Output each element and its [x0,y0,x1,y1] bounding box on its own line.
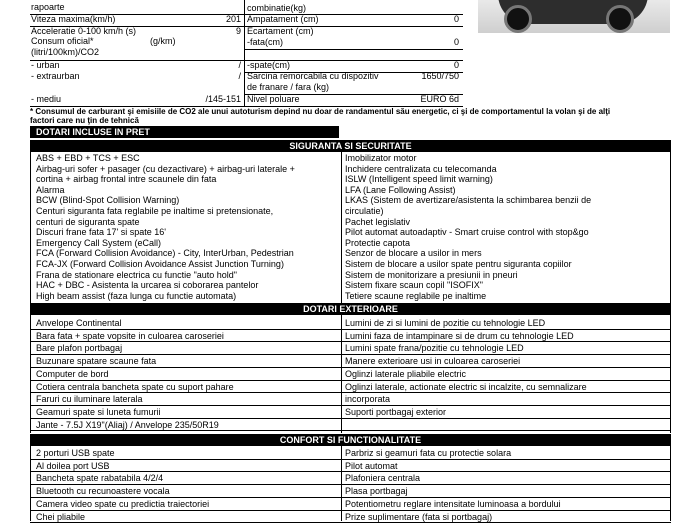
feature-item-right: Oglinzi laterale pliabile electric [345,368,467,379]
feature-item-right: Pachet legislativ [345,216,411,227]
feature-item-left: Al doilea port USB [36,460,110,471]
feature-row-line [30,510,671,511]
spec-left-label: - extraurban [31,71,80,81]
feature-item-left: 2 porturi USB spate [36,448,115,458]
feature-item-right: Manere exterioare usi in culoarea caroseriei [345,356,521,367]
feature-row-line [30,459,671,460]
feature-item-left: Cotiera centrala bancheta spate cu suport pahare [36,381,234,392]
spec-left-label: Consum oficial* [31,36,94,46]
spec-row-line [244,26,463,27]
feature-item-left: Faruri cu iluminare laterala [36,394,143,405]
spec-left-value: / [238,71,241,81]
spec-right-label: de franare / fara (kg) [247,82,330,92]
spec-right-value: 1650/750 [421,71,459,81]
feature-item-right: Lumini faza de intampinare si de drum cu tehnologie LED [345,330,574,341]
feature-item-left: Bluetooth cu recunoastere vocala [36,486,170,497]
feature-item-left: Emergency Call System (eCall) [36,237,162,248]
spec-column-divider [244,0,245,106]
feature-item-left: ABS + EBD + TCS + ESC [36,153,140,163]
section-title: DOTARI EXTERIOARE [30,303,671,315]
feature-row-line [30,471,671,472]
feature-item-left: FCA (Forward Collision Avoidance) - City, InterUrban, Pedestrian [36,248,294,259]
spec-left-label: Acceleratie 0-100 km/h (s) [31,26,137,36]
feature-item-right: Sistem de blocare a usilor spate pentru siguranta copiilor [345,259,572,269]
spec-table [30,0,463,106]
spec-left-value: /145-151 [205,94,241,104]
spec-right-label: -fata(cm) [247,37,283,47]
feature-row-line [30,367,671,368]
car-photo [478,0,670,33]
feature-item-left: Computer de bord [36,368,109,379]
spec-right-label: Ecartament (cm) [247,26,314,36]
spec-left-value: 9 [235,26,241,36]
feature-item-right: Oglinzi laterale, actionate electric si incalzite, cu semnalizare [345,381,587,392]
feature-row-line [30,354,671,355]
section-title: SIGURANTA SI SECURITATE [30,140,671,152]
spec-row-line [244,72,463,73]
feature-item-left: Discuri frane fata 17' si spate 16' [36,227,167,238]
spec-row-line [244,14,463,15]
feature-row-line [30,418,671,419]
feature-item-left: Centuri siguranta fata reglabile pe inaltime si pretensionate, [36,206,274,216]
feature-item-right: Inchidere centralizata cu telecomanda [345,163,497,174]
feature-item-left: Anvelope Continental [36,318,122,328]
feature-item-left: Chei pliabile [36,511,86,522]
spec-right-value: 0 [453,37,459,47]
feature-item-left: Buzunare spatare scaune fata [36,356,157,367]
feature-item-right: Tetiere scaune reglabile pe inaltime [345,290,487,301]
feature-row-line [30,484,671,485]
car-wheel-left [504,5,532,33]
feature-item-left: Airbag-uri sofer + pasager (cu dezactivare) + airbag-uri laterale + [36,163,295,174]
feature-item-left: cortina + airbag frontal intre scaunele din fata [36,174,217,185]
feature-item-left: centuri de siguranta spate [36,216,140,227]
feature-item-right: Protectie capota [345,237,411,248]
spec-row-line [244,49,463,50]
spec-right-label: Sarcina remorcabila cu dispozitiv [247,71,379,81]
feature-item-right: Prize suplimentare (fata si portbagaj) [345,511,493,522]
feature-item-right: Plafoniera centrala [345,473,421,484]
feature-item-right: Potentiometru reglare intensitate luminoasa a bordului [345,498,561,509]
feature-item-right: LFA (Lane Following Assist) [345,184,456,195]
car-wheel-right [606,5,634,33]
spec-right-label: Ampatament (cm) [247,14,319,24]
feature-item-left: FCA-JX (Forward Collision Avoidance Assist Junction Turning) [36,259,284,269]
spec-left-label: - urban [31,60,60,70]
feature-item-right: Lumini de zi si lumini de pozitie cu tehnologie LED [345,318,546,328]
feature-row-line [30,430,671,431]
feature-row-line [30,329,671,330]
feature-item-left: Camera video spate cu predictia traiectoriei [36,498,210,509]
feature-row-line [30,405,671,406]
feature-item-left: High beam assist (faza lunga cu functie automata) [36,290,237,301]
feature-item-right: Senzor de blocare a usilor in mers [345,248,482,259]
feature-item-right: Parbriz si geamuri fata cu protectie solara [345,448,512,458]
feature-row-line [30,497,671,498]
spec-left-label: (litri/100km)/CO2 [31,47,100,57]
section-column-divider [341,315,342,433]
spec-left-label: Viteza maxima(km/h) [31,14,116,24]
spec-right-value: 0 [453,60,459,70]
feature-row-line [30,392,671,393]
spec-right-value: 0 [453,14,459,24]
feature-item-left: Bancheta spate rabatabila 4/2/4 [36,473,164,484]
spec-row-line [30,26,244,27]
included-features-header: DOTARI INCLUSE IN PRET [30,126,339,138]
feature-row-line [30,380,671,381]
feature-item-left: HAC + DBC - Asistenta la urcarea si coborarea pantelor [36,280,259,291]
footnote-line-1: * Consumul de carburant şi emisiile de CO2 ale unui autoturism depind nu doar de randamentul său energetic, ci şi de comportamentul la volan şi de alţi [30,107,611,116]
feature-item-left: Frana de stationare electrica cu functie "auto hold" [36,269,238,280]
spec-left-value: 201 [225,14,241,24]
feature-row-line [30,341,671,342]
feature-item-right: Plasa portbagaj [345,486,408,497]
spec-row-line [30,60,244,61]
feature-item-right: circulatie) [345,206,384,216]
footnote-line-2: factori care nu ţin de tehnică [30,116,139,125]
spec-left-value: (g/km) [150,36,176,46]
section-title: CONFORT SI FUNCTIONALITATE [30,434,671,446]
feature-item-right: Pilot automat [345,460,398,471]
spec-right-label: Nivel poluare [247,94,300,104]
spec-right-value: EURO 6d [420,94,459,104]
feature-item-left: BCW (Blind-Spot Collision Warning) [36,195,180,206]
feature-item-right: ISLW (Intelligent speed limit warning) [345,174,493,185]
spec-row-line [244,60,463,61]
spec-right-label: -spate(cm) [247,60,291,70]
spec-row-line [244,94,463,95]
feature-item-right: Suporti portbagaj exterior [345,406,447,417]
section-column-divider [341,152,342,303]
feature-item-left: Alarma [36,184,65,195]
feature-item-right: Sistem de monitorizare a presiunii in pneuri [345,269,518,280]
feature-item-right: incorporata [345,394,391,405]
feature-item-right: LKAS (Sistem de avertizare/asistenta la schimbarea benzii de [345,195,592,206]
feature-item-right: Lumini spate frana/pozitie cu tehnologie LED [345,343,524,354]
feature-item-left: Bare plafon portbagaj [36,343,123,354]
spec-right-label: combinatie(kg) [247,3,307,13]
feature-item-left: Jante - 7.5J X19"(Aliaj) / Anvelope 235/50R19 [36,419,219,430]
feature-item-left: Geamuri spate si luneta fumurii [36,406,161,417]
feature-item-right: Imobilizator motor [345,153,417,163]
spec-row-line [30,14,244,15]
feature-item-right: Sistem fixare scaun copil "ISOFIX" [345,280,483,291]
feature-item-left: Bara fata + spate vopsite in culoarea caroseriei [36,330,224,341]
spec-left-label: rapoarte [31,2,65,12]
feature-item-right: Pilot automat autoadaptiv - Smart cruise control with stop&go [345,227,589,238]
spec-left-label: - mediu [31,94,62,104]
spec-left-value: / [238,60,241,70]
